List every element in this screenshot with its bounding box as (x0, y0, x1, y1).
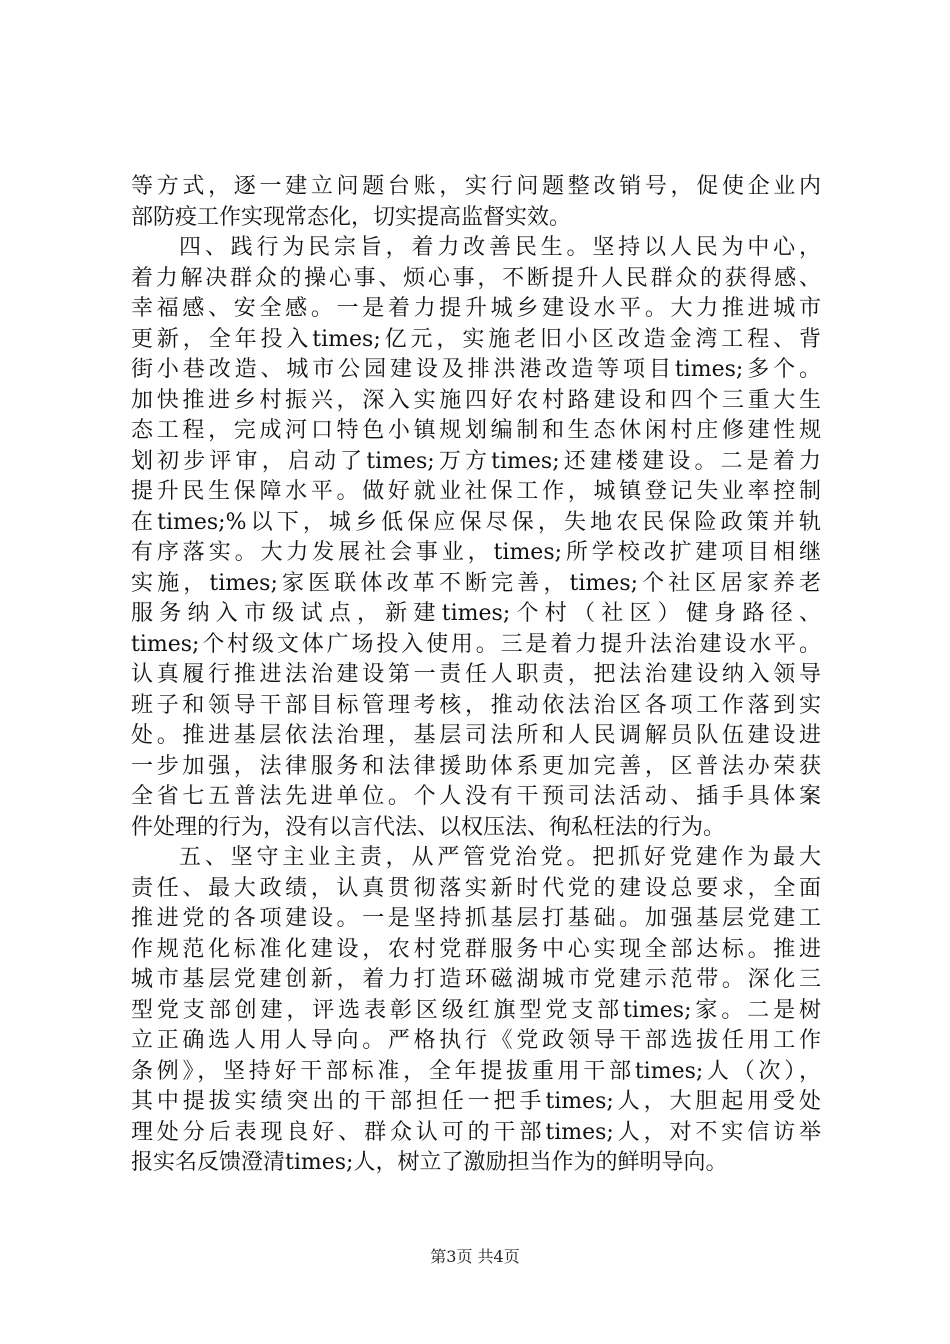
paragraph-heading-line: 四、践行为民宗旨，着力改善民生。坚持以人民为中心， (179, 235, 821, 260)
text-line: 态工程，完成河口特色小镇规划编制和生态休闲村庄修建性规 (131, 418, 821, 443)
text-line: times;个村级文体广场投入使用。三是着力提升法治建设水平。 (131, 631, 821, 657)
text-line: 提升民生保障水平。做好就业社保工作，城镇登记失业率控制 (131, 479, 821, 504)
text-line: 其中提拔实绩突出的干部担任一把手times;人，大胆起用受处 (131, 1089, 821, 1114)
text-line: 一步加强，法律服务和法律援助体系更加完善，区普法办荣获 (131, 753, 821, 779)
text-line: 条例》，坚持好干部标准，全年提拔重用干部times;人（次）， (131, 1058, 821, 1084)
text-line: 着力解决群众的操心事、烦心事，不断提升人民群众的获得感、 (131, 265, 821, 291)
document-body (131, 172, 821, 1179)
text-line: 在times;%以下，城乡低保应保尽保，失地农民保险政策并轨 (131, 509, 821, 535)
text-line: 街小巷改造、城市公园建设及排洪港改造等项目times;多个。 (131, 357, 821, 382)
text-line: 实施，times;家医联体改革不断完善，times;个社区居家养老 (131, 570, 821, 596)
text-line: 加快推进乡村振兴，深入实施四好农村路建设和四个三重大生 (131, 387, 821, 413)
text-line: 推进党的各项建设。一是坚持抓基层打基础。加强基层党建工 (131, 906, 821, 931)
text-line: 更新，全年投入times;亿元，实施老旧小区改造金湾工程、背 (131, 326, 821, 352)
text-line: 作规范化标准化建设，农村党群服务中心实现全部达标。推进 (131, 936, 821, 962)
text-line: 部防疫工作实现常态化，切实提高监督实效。 (131, 204, 572, 230)
text-line: 城市基层党建创新，着力打造环磁湖城市党建示范带。深化三 (131, 967, 821, 992)
text-line: 班子和领导干部目标管理考核，推动依法治区各项工作落到实 (131, 692, 821, 718)
text-line: 划初步评审，启动了times;万方times;还建楼建设。二是着力 (131, 448, 821, 474)
paragraph-heading-line: 五、坚守主业主责，从严管党治党。把抓好党建作为最大 (179, 845, 821, 870)
text-line: 处。推进基层依法治理，基层司法所和人民调解员队伍建设进 (131, 723, 821, 748)
text-line: 全省七五普法先进单位。个人没有干预司法活动、插手具体案 (131, 784, 821, 809)
text-line: 认真履行推进法治建设第一责任人职责，把法治建设纳入领导 (131, 662, 821, 687)
text-line: 立正确选人用人导向。严格执行《党政领导干部选拔任用工作 (131, 1028, 821, 1053)
text-line: 型党支部创建，评选表彰区级红旗型党支部times;家。二是树 (131, 997, 821, 1023)
text-line: 报实名反馈澄清times;人，树立了激励担当作为的鲜明导向。 (131, 1150, 728, 1175)
text-line: 理处分后表现良好、群众认可的干部times;人，对不实信访举 (131, 1119, 821, 1145)
text-line: 幸福感、安全感。一是着力提升城乡建设水平。大力推进城市 (131, 296, 821, 321)
text-line: 件处理的行为，没有以言代法、以权压法、徇私枉法的行为。 (131, 814, 726, 840)
page-number-footer: 第3页 共4页 (430, 1247, 520, 1266)
text-line: 等方式，逐一建立问题台账，实行问题整改销号，促使企业内 (131, 174, 821, 199)
text-line: 服务纳入市级试点，新建times;个村（社区）健身路径、 (131, 601, 821, 626)
text-line: 责任、最大政绩，认真贯彻落实新时代党的建设总要求，全面 (131, 875, 821, 901)
text-line: 有序落实。大力发展社会事业，times;所学校改扩建项目相继 (131, 540, 821, 565)
